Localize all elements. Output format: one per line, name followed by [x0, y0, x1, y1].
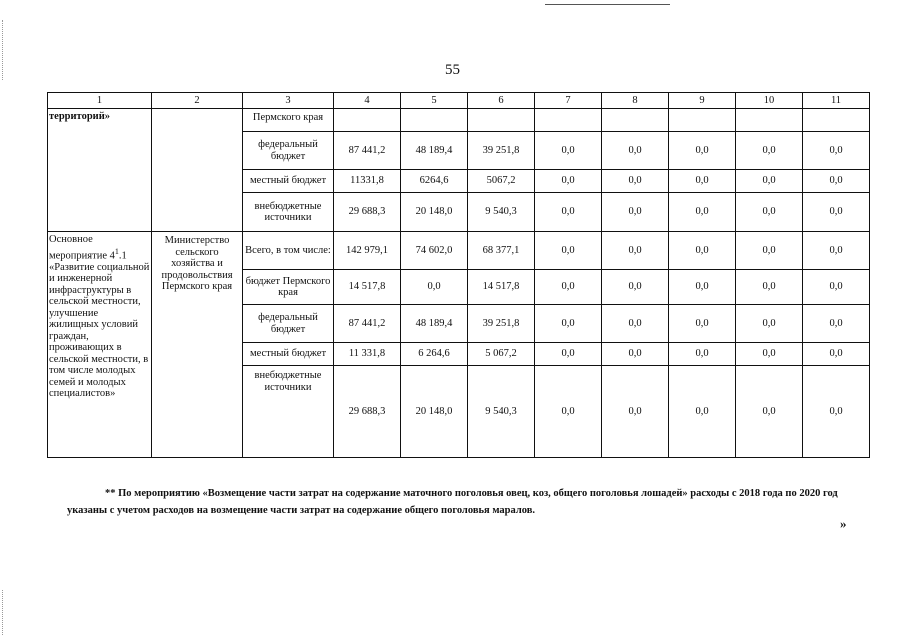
table-cell: 87 441,2 — [334, 305, 401, 343]
table-cell — [535, 109, 602, 132]
table-cell: 0,0 — [803, 270, 870, 305]
measure-title-cell — [48, 232, 152, 458]
table-cell: 0,0 — [669, 270, 736, 305]
top-rule — [545, 4, 670, 5]
page-number: 55 — [445, 62, 460, 78]
measure-title: Основное мероприятие 4 — [49, 234, 115, 261]
table-cell: 11 331,8 — [334, 343, 401, 366]
header-cell: 8 — [602, 93, 669, 109]
closing-quote: » — [840, 516, 847, 531]
table-cell: внебюджетные источники — [243, 366, 334, 458]
header-cell: 1 — [48, 93, 152, 109]
table-cell: 0,0 — [669, 343, 736, 366]
table-cell: 14 517,8 — [468, 270, 535, 305]
header-cell: 5 — [401, 93, 468, 109]
measure-superscript: 1 — [114, 246, 119, 256]
responsible-cell — [152, 109, 243, 232]
table-cell: 48 189,4 — [401, 132, 468, 170]
table-cell: 0,0 — [736, 270, 803, 305]
header-cell: 9 — [669, 93, 736, 109]
table-cell: 87 441,2 — [334, 132, 401, 170]
responsible-ministry: Министерство сельского хозяйства и продовольствия Пермского края — [152, 232, 243, 458]
header-cell: 6 — [468, 93, 535, 109]
table-cell: 74 602,0 — [401, 232, 468, 270]
table-cell: Пермского края — [243, 109, 334, 132]
row-group-title: территорий» — [48, 109, 152, 232]
budget-table — [47, 92, 870, 458]
measure-title-cont: .1 «Развитие социальной и инженерной инфраструктуры в сельской местности, улучшение жилищных условий граждан, проживающих в сельской местности, в том числе молодых семей и молодых специалистов» — [49, 250, 150, 399]
table-cell: 0,0 — [669, 232, 736, 270]
header-cell: 3 — [243, 93, 334, 109]
table-cell: 0,0 — [535, 270, 602, 305]
table-cell: 0,0 — [669, 305, 736, 343]
table-cell: 142 979,1 — [334, 232, 401, 270]
table-cell: 48 189,4 — [401, 305, 468, 343]
table-cell: Всего, в том числе: — [243, 232, 334, 270]
table-cell: 29 688,3 — [334, 366, 401, 458]
table-cell: 0,0 — [736, 132, 803, 170]
table-cell: 9 540,3 — [468, 366, 535, 458]
table-cell: 0,0 — [803, 170, 870, 193]
table-cell: 9 540,3 — [468, 193, 535, 232]
table-cell: 20 148,0 — [401, 193, 468, 232]
table-cell — [602, 109, 669, 132]
table-cell: 0,0 — [535, 343, 602, 366]
header-cell: 2 — [152, 93, 243, 109]
table-cell: федеральный бюджет — [243, 132, 334, 170]
table-row — [48, 232, 870, 270]
table-cell: 11331,8 — [334, 170, 401, 193]
table-cell: 0,0 — [602, 170, 669, 193]
table-cell: 0,0 — [669, 132, 736, 170]
table-cell: 0,0 — [736, 170, 803, 193]
table-cell: 0,0 — [803, 132, 870, 170]
table-cell: 0,0 — [736, 366, 803, 458]
table-cell: 0,0 — [602, 193, 669, 232]
footnote: ** По мероприятию «Возмещение части затрат на содержание маточного поголовья овец, коз, общего поголовья лошадей» расходы с 2018 года по 2020 год указаны с учетом расходов на возмещение части затрат на содержание общего поголовья маралов. — [67, 488, 838, 516]
table-cell — [468, 109, 535, 132]
header-cell: 10 — [736, 93, 803, 109]
table-cell: бюджет Пермского края — [243, 270, 334, 305]
table-cell: 0,0 — [401, 270, 468, 305]
table-cell: 0,0 — [736, 305, 803, 343]
table-cell: 0,0 — [736, 343, 803, 366]
table-cell: 0,0 — [535, 232, 602, 270]
table-cell: 0,0 — [803, 366, 870, 458]
table-cell: 0,0 — [535, 366, 602, 458]
table-cell: 0,0 — [669, 193, 736, 232]
table-cell — [736, 109, 803, 132]
header-row — [48, 93, 870, 109]
table-cell: 0,0 — [602, 232, 669, 270]
table-cell: 0,0 — [602, 305, 669, 343]
table-cell: 0,0 — [602, 270, 669, 305]
table-cell: 0,0 — [602, 343, 669, 366]
table-cell: местный бюджет — [243, 343, 334, 366]
table-cell: 0,0 — [535, 170, 602, 193]
table-cell: 0,0 — [535, 193, 602, 232]
table-cell: 0,0 — [803, 232, 870, 270]
table-cell: 0,0 — [669, 366, 736, 458]
table-cell: 39 251,8 — [468, 132, 535, 170]
table-cell — [401, 109, 468, 132]
table-cell: местный бюджет — [243, 170, 334, 193]
header-cell: 4 — [334, 93, 401, 109]
table-cell: 0,0 — [736, 193, 803, 232]
table-cell — [803, 109, 870, 132]
table-cell: 0,0 — [803, 305, 870, 343]
table-cell: 0,0 — [736, 232, 803, 270]
table-cell: 0,0 — [535, 132, 602, 170]
table-cell: внебюджетные источники — [243, 193, 334, 232]
table-cell: 68 377,1 — [468, 232, 535, 270]
table-cell: 20 148,0 — [401, 366, 468, 458]
table-cell — [334, 109, 401, 132]
table-cell: 6 264,6 — [401, 343, 468, 366]
table-row — [48, 109, 870, 132]
header-cell: 11 — [803, 93, 870, 109]
table-cell: 0,0 — [602, 132, 669, 170]
table-cell: 0,0 — [803, 343, 870, 366]
table-cell: 39 251,8 — [468, 305, 535, 343]
table-cell: 0,0 — [669, 170, 736, 193]
header-cell: 7 — [535, 93, 602, 109]
table-cell: 5067,2 — [468, 170, 535, 193]
table-cell: 5 067,2 — [468, 343, 535, 366]
table-cell — [669, 109, 736, 132]
table-cell: федеральный бюджет — [243, 305, 334, 343]
table-cell: 0,0 — [535, 305, 602, 343]
table-cell: 14 517,8 — [334, 270, 401, 305]
table-cell: 6264,6 — [401, 170, 468, 193]
table-cell: 29 688,3 — [334, 193, 401, 232]
table-cell: 0,0 — [803, 193, 870, 232]
scan-edge-mark — [2, 590, 3, 635]
table-cell: 0,0 — [602, 366, 669, 458]
